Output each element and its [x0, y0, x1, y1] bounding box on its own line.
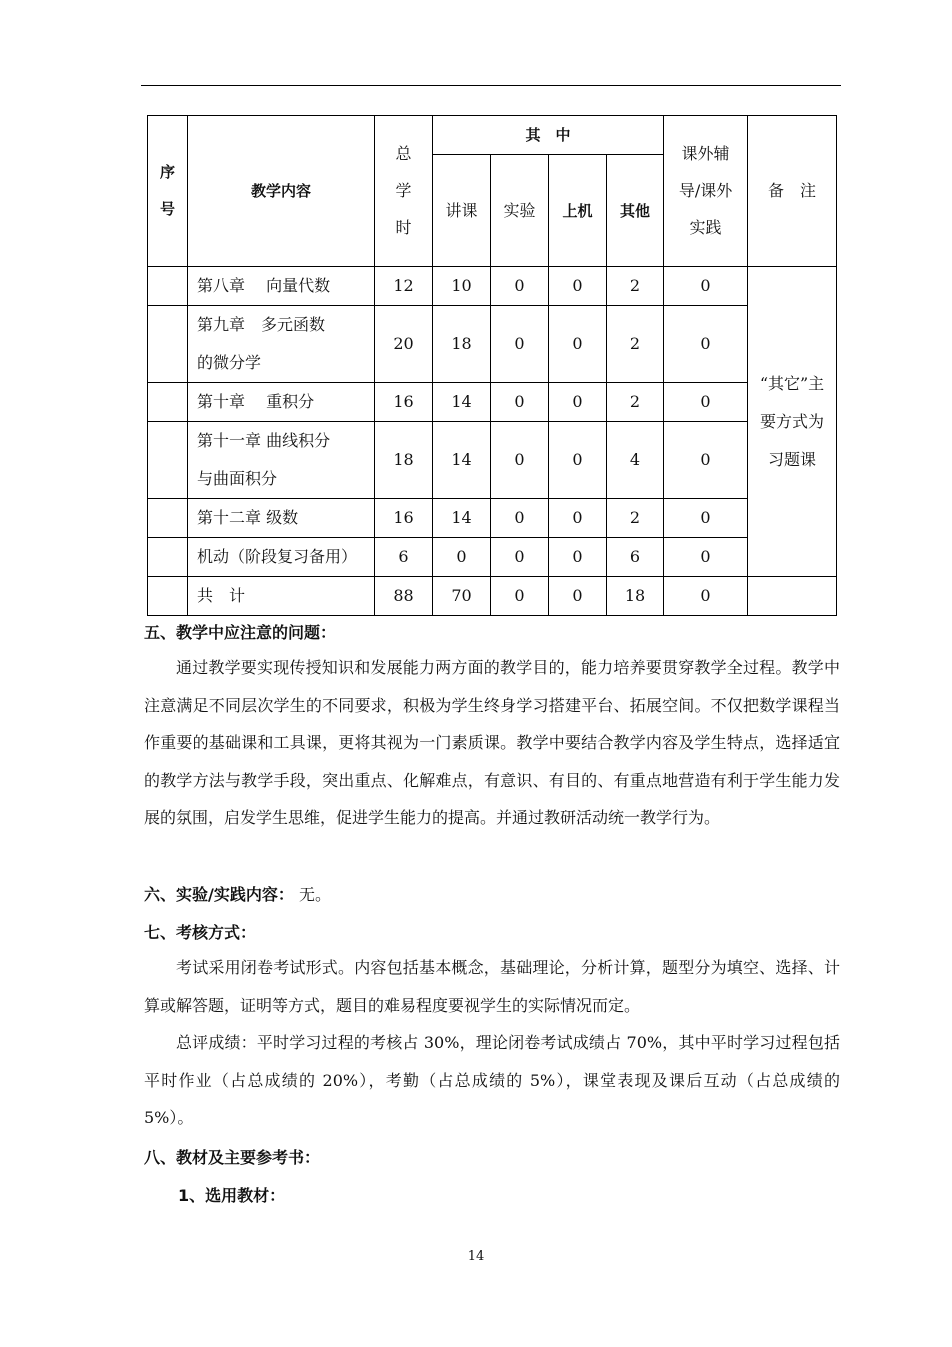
content-cell: 第十二章 级数 [188, 499, 375, 538]
section-6-title: 六、实验/实践内容： [144, 885, 294, 904]
lecture-cell: 70 [433, 577, 491, 616]
seq-cell [148, 306, 188, 383]
experiment-cell: 0 [491, 422, 549, 499]
extra-cell: 0 [664, 538, 748, 577]
total-cell: 16 [375, 383, 433, 422]
computer-cell: 0 [549, 577, 607, 616]
extra-cell: 0 [664, 306, 748, 383]
other-cell: 6 [607, 538, 664, 577]
section-7-title: 七、考核方式： [144, 923, 257, 942]
schedule-table [147, 115, 837, 616]
header-rule [141, 85, 841, 86]
extra-cell: 0 [664, 499, 748, 538]
lecture-cell: 14 [433, 422, 491, 499]
header-seq: 序号 [148, 116, 188, 267]
table-row [148, 306, 837, 383]
computer-cell: 0 [549, 499, 607, 538]
other-cell: 18 [607, 577, 664, 616]
extra-cell: 0 [664, 577, 748, 616]
table-row [148, 422, 837, 499]
other-cell: 2 [607, 306, 664, 383]
experiment-cell: 0 [491, 538, 549, 577]
total-cell: 16 [375, 499, 433, 538]
section-8-sub-1: 1、选用教材： [178, 1186, 286, 1205]
section-6-value: 无。 [298, 885, 331, 904]
header-group: 其 中 [433, 116, 664, 155]
section-8-title: 八、教材及主要参考书： [144, 1148, 321, 1167]
seq-cell [148, 538, 188, 577]
other-cell: 4 [607, 422, 664, 499]
seq-cell [148, 577, 188, 616]
content-cell: 机动（阶段复习备用） [188, 538, 375, 577]
content-cell: 第十一章 曲线积分与曲面积分 [188, 422, 375, 499]
total-cell: 6 [375, 538, 433, 577]
total-cell: 18 [375, 422, 433, 499]
computer-cell: 0 [549, 306, 607, 383]
seq-cell [148, 499, 188, 538]
section-5-title: 五、教学中应注意的问题： [144, 623, 337, 642]
experiment-cell: 0 [491, 306, 549, 383]
total-cell: 88 [375, 577, 433, 616]
header-content: 教学内容 [188, 116, 375, 267]
other-cell: 2 [607, 499, 664, 538]
section-5-text: 通过教学要实现传授知识和发展能力两方面的教学目的，能力培养要贯穿教学全过程。教学中注意满足不同层次学生的不同要求，积极为学生终身学习搭建平台、拓展空间。不仅把数学课程当作重要的基础课和工具课，更将其视为一门素质课。教学中要结合教学内容及学生特点，选择适宜的教学方法与教学手段，突出重点、化解难点，有意识、有目的、有重点地营造有利于学生能力发展的氛围，启发学生思维，促进学生能力的提高。并通过教研活动统一教学行为。 [144, 658, 840, 827]
table-row [148, 383, 837, 422]
lecture-cell: 18 [433, 306, 491, 383]
content-cell: 第八章 向量代数 [188, 267, 375, 306]
total-cell: 20 [375, 306, 433, 383]
header-other: 其他 [607, 155, 664, 267]
lecture-cell: 14 [433, 383, 491, 422]
table-row [148, 538, 837, 577]
header-lecture: 讲课 [433, 155, 491, 267]
header-computer: 上机 [549, 155, 607, 267]
seq-cell [148, 383, 188, 422]
computer-cell: 0 [549, 422, 607, 499]
table-row [148, 267, 837, 306]
experiment-cell: 0 [491, 267, 549, 306]
extra-cell: 0 [664, 267, 748, 306]
computer-cell: 0 [549, 538, 607, 577]
total-row [148, 577, 837, 616]
total-cell: 12 [375, 267, 433, 306]
lecture-cell: 10 [433, 267, 491, 306]
content-cell: 共 计 [188, 577, 375, 616]
computer-cell: 0 [549, 383, 607, 422]
header-experiment: 实验 [491, 155, 549, 267]
section-6 [144, 882, 331, 905]
seq-cell [148, 267, 188, 306]
header-remark: 备 注 [748, 116, 837, 267]
experiment-cell: 0 [491, 383, 549, 422]
content-cell: 第十章 重积分 [188, 383, 375, 422]
other-cell: 2 [607, 267, 664, 306]
remark-cell: “其它”主要方式为习题课 [748, 267, 837, 577]
lecture-cell: 0 [433, 538, 491, 577]
extra-cell: 0 [664, 383, 748, 422]
section-7-text-1: 考试采用闭卷考试形式。内容包括基本概念，基础理论，分析计算，题型分为填空、选择、计算或解答题，证明等方式，题目的难易程度要视学生的实际情况而定。 [144, 958, 840, 1015]
remark-cell-empty [748, 577, 837, 616]
experiment-cell: 0 [491, 499, 549, 538]
other-cell: 2 [607, 383, 664, 422]
header-extra: 课外辅导/课外实践 [664, 116, 748, 267]
experiment-cell: 0 [491, 577, 549, 616]
header-total-hours: 总学时 [375, 116, 433, 267]
computer-cell: 0 [549, 267, 607, 306]
extra-cell: 0 [664, 422, 748, 499]
content-cell: 第九章 多元函数的微分学 [188, 306, 375, 383]
section-7-text-2: 总评成绩：平时学习过程的考核占 30%，理论闭卷考试成绩占 70%，其中平时学习过程包括平时作业（占总成绩的 20%），考勤（占总成绩的 5%），课堂表现及课后互动（占总成绩的 5%）。 [144, 1033, 840, 1127]
seq-cell [148, 422, 188, 499]
table-row [148, 499, 837, 538]
lecture-cell: 14 [433, 499, 491, 538]
page-number: 14 [467, 1249, 485, 1264]
